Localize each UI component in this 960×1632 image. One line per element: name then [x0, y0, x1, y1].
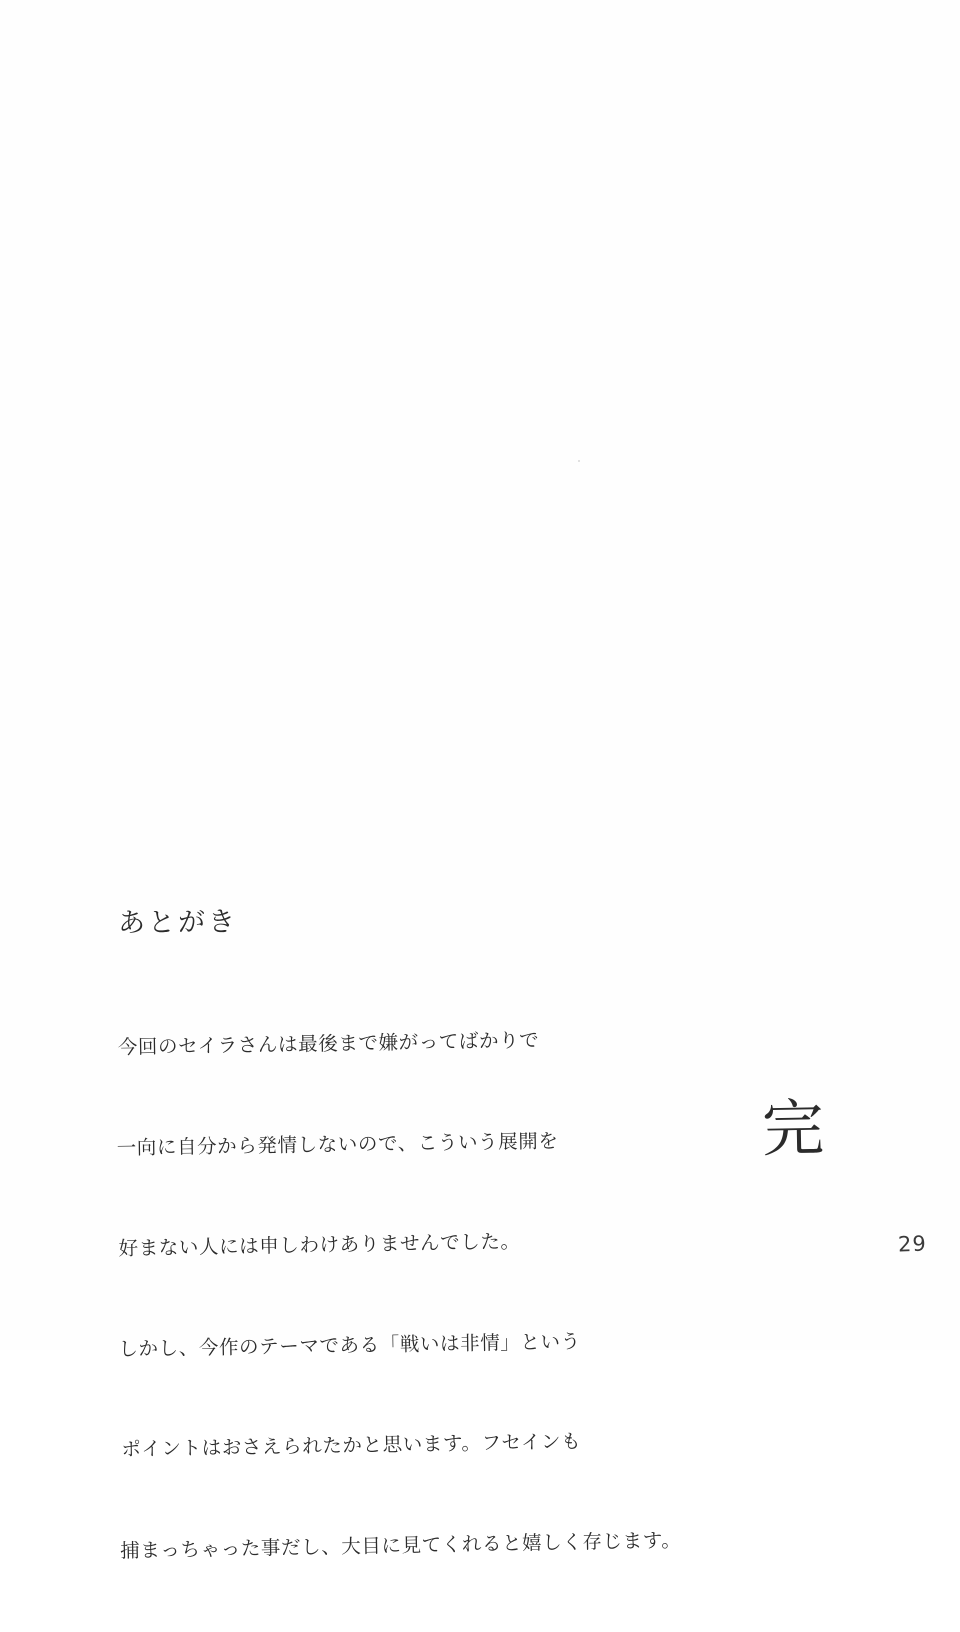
- page-number: 29: [897, 1231, 928, 1257]
- paper-speck: [578, 460, 580, 462]
- afterword-line: 捕まっちゃった事だし、大目に見てくれると嬉しく存じます。: [120, 1529, 682, 1563]
- afterword-line: 今回のセイラさんは最後まで嫌がってばかりで: [117, 1028, 540, 1060]
- end-mark: 完: [761, 1091, 825, 1166]
- afterword-line: 好まない人には申しわけありませんでした。: [118, 1230, 521, 1261]
- afterword-line: しかし、今作のテーマである「戦いは非情」という: [118, 1330, 581, 1361]
- afterword-line: ポイントはおさえられたかと思います。フセインも: [121, 1430, 582, 1462]
- afterword-title: あとがき: [117, 906, 239, 939]
- afterword-line: 一向に自分から発情しないので、こういう展開を: [116, 1129, 559, 1160]
- afterword-body: [115, 957, 681, 1632]
- afterword-block: [116, 905, 682, 1630]
